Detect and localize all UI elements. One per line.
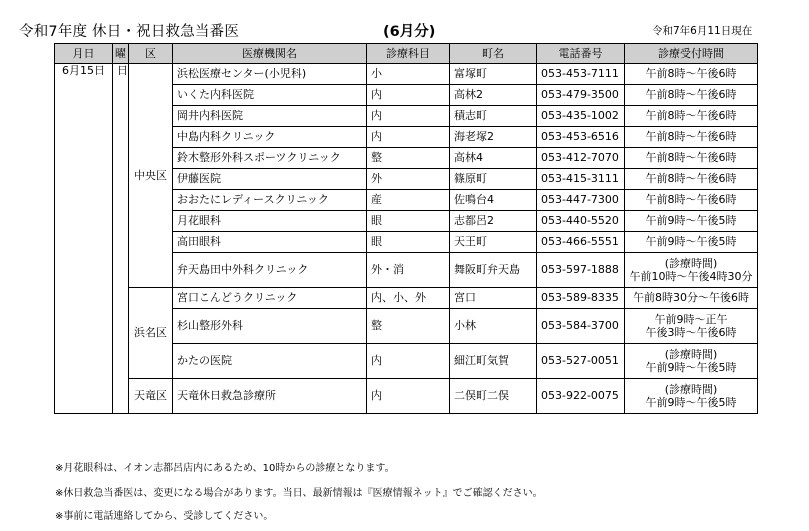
phone-cell: 053-412-7070 (537, 148, 625, 169)
institution-cell: 宮口こんどうクリニック (173, 288, 367, 309)
as-of-date: 令和7年6月11日現在 (652, 25, 753, 37)
institution-cell: 月花眼科 (173, 211, 367, 232)
department-cell: 整 (367, 309, 450, 344)
town-cell: 高林4 (450, 148, 537, 169)
department-cell: 外・消 (367, 253, 450, 288)
hours-cell: 午前8時～午後6時 (625, 169, 758, 190)
institution-cell: かたの医院 (173, 344, 367, 379)
hours-value: 午前9時～午後5時 (645, 361, 737, 374)
hours-value: 午前9時～午後5時 (645, 396, 737, 409)
hours-morning: 午前9時～正午 (654, 312, 728, 326)
phone-cell: 053-453-6516 (537, 127, 625, 148)
institution-cell: 杉山整形外科 (173, 309, 367, 344)
town-cell: 志都呂2 (450, 211, 537, 232)
hours-label: (診療時間) (664, 347, 718, 361)
hours-cell: 午前8時～午後6時 (625, 64, 758, 85)
note-text: ※休日救急当番医は、変更になる場合があります。当日、最新情報は『医療情報ネット』でご確認ください。 (55, 488, 543, 499)
phone-cell: 053-479-3500 (537, 85, 625, 106)
town-cell: 舞阪町弁天島 (450, 253, 537, 288)
phone-cell: 053-466-5551 (537, 232, 625, 253)
col-header-phone: 電話番号 (537, 44, 625, 64)
hours-cell (625, 253, 758, 288)
town-cell: 細江町気賀 (450, 344, 537, 379)
hours-cell (625, 379, 758, 414)
ward-cell: 中央区 (129, 64, 173, 288)
phone-cell: 053-589-8335 (537, 288, 625, 309)
ward-cell: 天竜区 (129, 379, 173, 414)
col-header-institution: 医療機関名 (173, 44, 367, 64)
department-cell: 内 (367, 106, 450, 127)
town-cell: 富塚町 (450, 64, 537, 85)
institution-cell: いくた内科医院 (173, 85, 367, 106)
hours-label: (診療時間) (664, 382, 718, 396)
institution-cell: 弁天島田中外科クリニック (173, 253, 367, 288)
town-cell: 佐鳴台4 (450, 190, 537, 211)
hours-value: 午前10時～午後4時30分 (629, 270, 753, 283)
department-cell: 外 (367, 169, 450, 190)
phone-cell: 053-440-5520 (537, 211, 625, 232)
institution-cell: 鈴木整形外科スポーツクリニック (173, 148, 367, 169)
institution-cell: 中島内科クリニック (173, 127, 367, 148)
hours-cell (625, 309, 758, 344)
note-text: ※月花眼科は、イオン志都呂店内にあるため、10時からの診療となります。 (55, 463, 395, 474)
department-cell: 内 (367, 127, 450, 148)
department-cell: 産 (367, 190, 450, 211)
col-header-dow: 曜 (113, 44, 129, 64)
town-cell: 天王町 (450, 232, 537, 253)
col-header-date: 月日 (55, 44, 113, 64)
page-title: 令和7年度 休日・祝日救急当番医 (19, 24, 240, 40)
institution-cell: おおたにレディースクリニック (173, 190, 367, 211)
hours-cell (625, 344, 758, 379)
institution-cell: 岡井内科医院 (173, 106, 367, 127)
phone-cell: 053-415-3111 (537, 169, 625, 190)
hours-cell: 午前8時30分～午後6時 (625, 288, 758, 309)
month-label: (6月分) (383, 24, 436, 40)
phone-cell: 053-527-0051 (537, 344, 625, 379)
phone-cell: 053-435-1002 (537, 106, 625, 127)
phone-cell: 053-453-7111 (537, 64, 625, 85)
town-cell: 高林2 (450, 85, 537, 106)
hours-cell: 午前8時～午後6時 (625, 148, 758, 169)
institution-cell: 天竜休日救急診療所 (173, 379, 367, 414)
town-cell: 宮口 (450, 288, 537, 309)
hours-cell: 午前8時～午後6時 (625, 190, 758, 211)
institution-cell: 高田眼科 (173, 232, 367, 253)
col-header-town: 町名 (450, 44, 537, 64)
ward-cell: 浜名区 (129, 288, 173, 379)
town-cell: 小林 (450, 309, 537, 344)
department-cell: 小 (367, 64, 450, 85)
institution-cell: 伊藤医院 (173, 169, 367, 190)
hours-cell: 午前8時～午後6時 (625, 85, 758, 106)
hours-label: (診療時間) (664, 256, 718, 270)
col-header-hours: 診療受付時間 (625, 44, 758, 64)
phone-cell: 053-584-3700 (537, 309, 625, 344)
table-row (55, 288, 758, 309)
department-cell: 内、小、外 (367, 288, 450, 309)
phone-cell: 053-922-0075 (537, 379, 625, 414)
hours-cell: 午前8時～午後6時 (625, 106, 758, 127)
phone-cell: 053-447-7300 (537, 190, 625, 211)
institution-cell: 浜松医療センター(小児科) (173, 64, 367, 85)
town-cell: 積志町 (450, 106, 537, 127)
table-row (55, 379, 758, 414)
day-of-week-cell: 日 (113, 64, 129, 414)
department-cell: 内 (367, 344, 450, 379)
town-cell: 二俣町二俣 (450, 379, 537, 414)
department-cell: 眼 (367, 232, 450, 253)
department-cell: 整 (367, 148, 450, 169)
header-row (55, 44, 758, 64)
phone-cell: 053-597-1888 (537, 253, 625, 288)
hours-afternoon: 午後3時～午後6時 (645, 326, 737, 339)
town-cell: 篠原町 (450, 169, 537, 190)
col-header-ward: 区 (129, 44, 173, 64)
schedule-table (54, 43, 758, 414)
note-text: ※事前に電話連絡してから、受診してください。 (55, 511, 274, 522)
department-cell: 内 (367, 379, 450, 414)
town-cell: 海老塚2 (450, 127, 537, 148)
hours-cell: 午前9時～午後5時 (625, 211, 758, 232)
col-header-department: 診療科目 (367, 44, 450, 64)
table-row (55, 64, 758, 85)
hours-cell: 午前8時～午後6時 (625, 127, 758, 148)
date-cell: 6月15日 (55, 64, 113, 414)
department-cell: 眼 (367, 211, 450, 232)
department-cell: 内 (367, 85, 450, 106)
hours-cell: 午前9時～午後5時 (625, 232, 758, 253)
